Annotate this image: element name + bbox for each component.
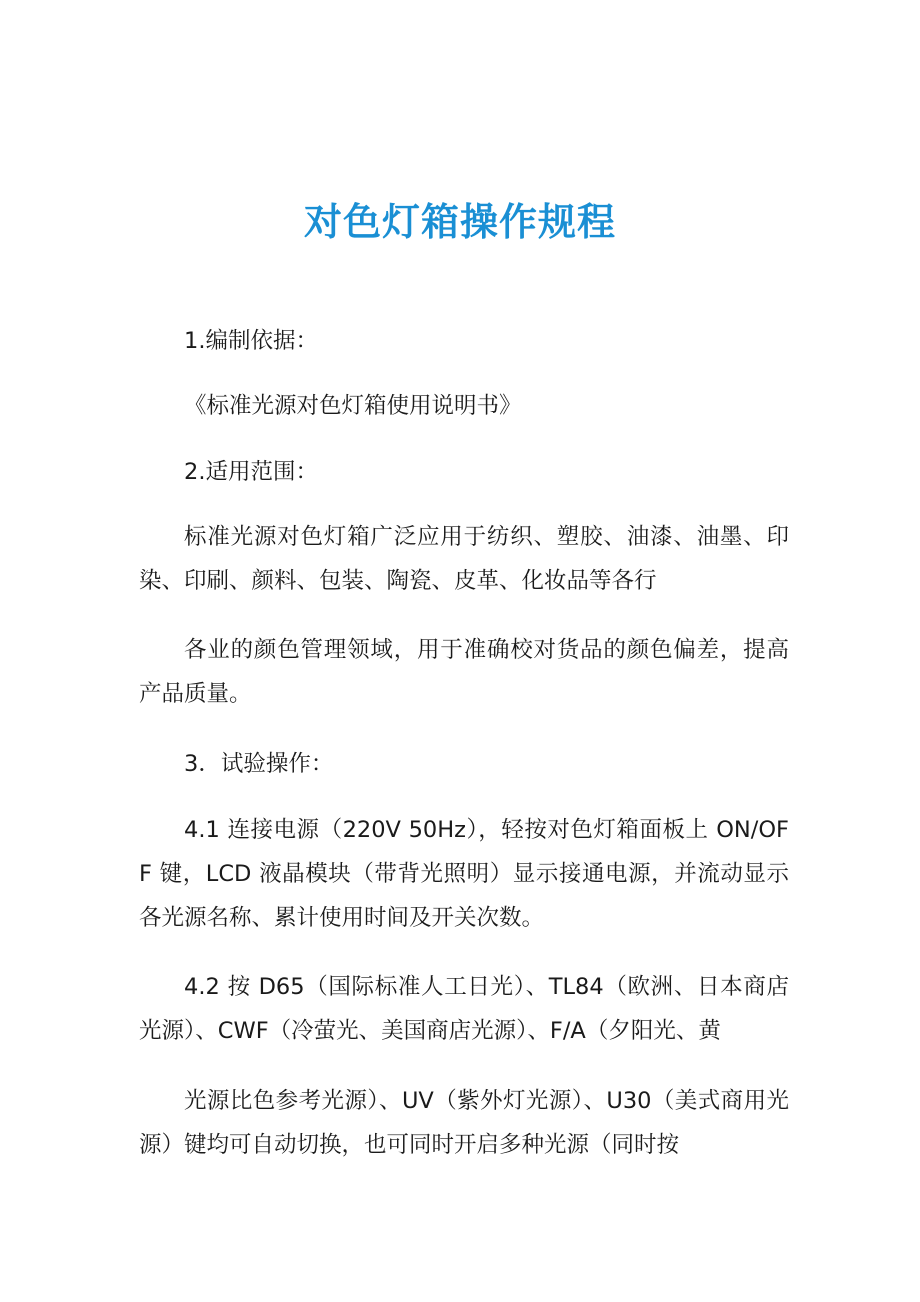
paragraph-step-4-2-part-1: 4.2 按 D65（国际标准人工日光）、TL84（欧洲、日本商店光源）、CWF（冷萤光、美国商店光源）、F/A（夕阳光、黄: [139, 974, 789, 1044]
document-title: 对色灯箱操作规程: [303, 200, 616, 244]
paragraph-scope-text-2: 各业的颜色管理领域，用于准确校对货品的颜色偏差，提高产品质量。: [139, 637, 789, 707]
paragraph-basis-heading: 1.编制依据：: [184, 328, 318, 354]
paragraph-scope-text-1: 标准光源对色灯箱广泛应用于纺织、塑胶、油漆、油墨、印染、印刷、颜料、包装、陶瓷、皮革、化妆品等各行: [139, 524, 789, 594]
paragraph-step-4-1: 4.1 连接电源（220V 50Hz），轻按对色灯箱面板上 ON/OFF 键，LCD 液晶模块（带背光照明）显示接通电源，并流动显示各光源名称、累计使用时间及开关次数。: [139, 817, 789, 931]
paragraph-test-heading: 3．试验操作：: [184, 751, 334, 777]
paragraph-step-4-2-part-2: 光源比色参考光源）、UV（紫外灯光源）、U30（美式商用光源）键均可自动切换，也可同时开启多种光源（同时按: [139, 1088, 789, 1158]
paragraph-scope-heading: 2.适用范围：: [184, 459, 318, 485]
paragraph-basis-reference: 《标准光源对色灯箱使用说明书》: [184, 393, 522, 419]
